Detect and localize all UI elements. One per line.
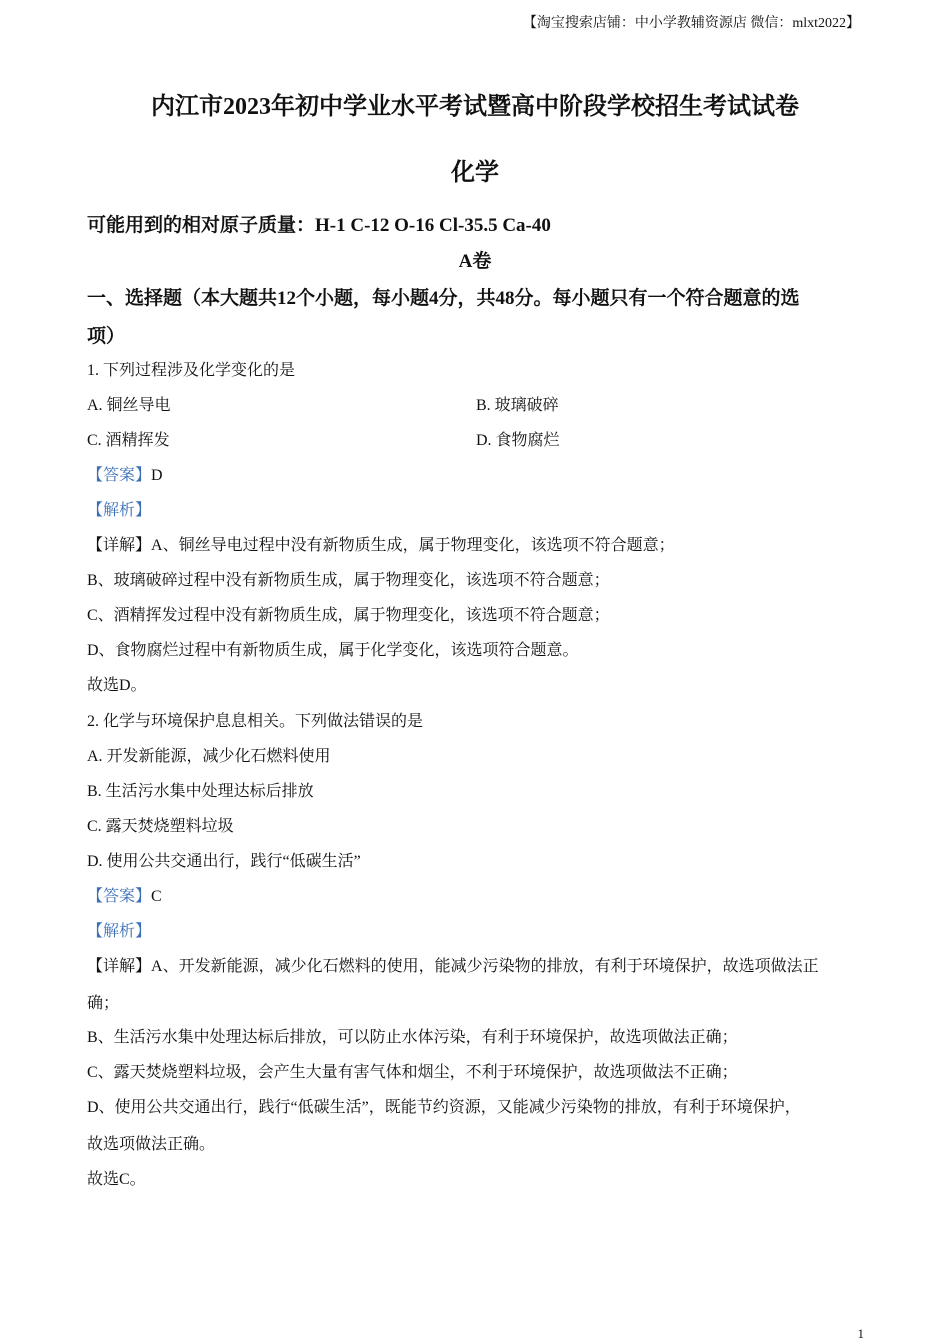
q1-option-d: D. 食物腐烂 (476, 432, 560, 449)
subject-title: 化学 (451, 160, 499, 186)
q2-option-b: B. 生活污水集中处理达标后排放 (87, 783, 314, 800)
answer-label: 【答案】 (87, 888, 152, 905)
q1-detail-b: B、玻璃破碎过程中没有新物质生成，属于物理变化，该选项不符合题意； (87, 572, 610, 589)
detail-label: 【详解】 (87, 958, 152, 975)
q2-detail-a: 【详解】A、开发新能源，减少化石燃料的使用，能减少污染物的排放，有利于环境保护，故选项做法正 (87, 958, 819, 975)
q2-stem: 2. 化学与环境保护息息相关。下列做法错误的是 (87, 713, 424, 730)
q2-option-a: A. 开发新能源，减少化石燃料使用 (87, 748, 331, 765)
page-number: 1 (857, 1326, 864, 1341)
q1-option-b: B. 玻璃破碎 (476, 397, 559, 414)
q1-option-c: C. 酒精挥发 (87, 432, 170, 449)
q1-detail-c: C、酒精挥发过程中没有新物质生成，属于物理变化，该选项不符合题意； (87, 607, 610, 624)
answer-label: 【答案】 (87, 467, 152, 484)
q2-detail-a-cont: 确； (87, 995, 120, 1012)
volume-label: A卷 (458, 251, 492, 272)
header-note: 【淘宝搜索店铺：中小学教辅资源店 微信：mlxt2022】 (522, 16, 860, 31)
q1-analysis-label: 【解析】 (87, 502, 152, 519)
q2-answer (87, 883, 162, 906)
q2-analysis-label: 【解析】 (87, 923, 152, 940)
q2-conclusion: 故选C。 (87, 1171, 146, 1188)
q1-detail-a: 【详解】A、铜丝导电过程中没有新物质生成，属于物理变化，该选项不符合题意； (87, 537, 675, 554)
q2-detail-c: C、露天焚烧塑料垃圾，会产生大量有害气体和烟尘，不利于环境保护，故选项做法不正确； (87, 1064, 738, 1081)
q2-detail-b: B、生活污水集中处理达标后排放，可以防止水体污染，有利于环境保护，故选项做法正确； (87, 1029, 738, 1046)
q1-option-a: A. 铜丝导电 (87, 397, 171, 414)
q2-option-c: C. 露天焚烧塑料垃圾 (87, 818, 234, 835)
section-title: 一、选择题（本大题共12个小题，每小题4分，共48分。每小题只有一个符合题意的选 (87, 288, 800, 309)
q1-detail-d: D、食物腐烂过程中有新物质生成，属于化学变化，该选项符合题意。 (87, 642, 579, 659)
detail-label: 【详解】 (87, 537, 152, 554)
q1-conclusion: 故选D。 (87, 677, 147, 694)
q2-detail-d: D、使用公共交通出行，践行“低碳生活”，既能节约资源，又能减少污染物的排放，有利于环境保护， (87, 1099, 801, 1116)
section-title-cont: 项） (87, 326, 126, 347)
q1-answer (87, 462, 163, 485)
answer-value: C (151, 888, 162, 905)
answer-value: D (151, 467, 163, 484)
atomic-masses: 可能用到的相对原子质量：H-1 C-12 O-16 Cl-35.5 Ca-40 (87, 215, 551, 236)
q2-detail-d-cont: 故选项做法正确。 (87, 1136, 216, 1153)
q2-option-d: D. 使用公共交通出行，践行“低碳生活” (87, 853, 361, 870)
q1-stem: 1. 下列过程涉及化学变化的是 (87, 362, 296, 379)
exam-title: 内江市2023年初中学业水平考试暨高中阶段学校招生考试试卷 (151, 94, 799, 120)
